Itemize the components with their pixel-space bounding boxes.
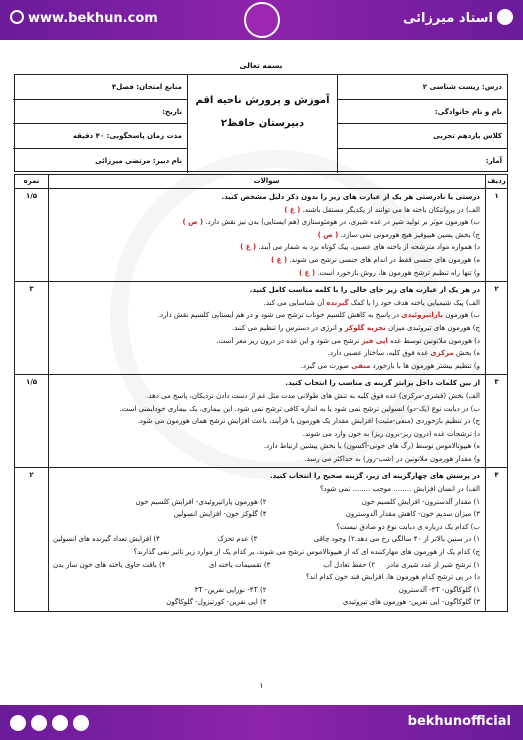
header-middle: [187, 75, 337, 173]
item-text: و انرژی در دسترس را تنظیم می کنند.: [231, 323, 343, 332]
social-icons: [10, 715, 94, 735]
answer-option[interactable]: ۴) افزایش تعداد گیرنده های انسولین: [52, 535, 160, 544]
question-body: [49, 468, 485, 611]
question-number: ۳: [485, 375, 507, 467]
answer-option[interactable]: ۱) مقدار آلدسترون- افزایش کلسیم خون: [361, 497, 480, 506]
item-text: آن شناسایی می کند.: [263, 298, 325, 307]
question-item: [53, 267, 480, 280]
question-score: ۱/۵: [15, 375, 49, 467]
item-text: الف) بخش (قشری-مرکزی) غده فوق کلیه به تنش های طولانی مدت مثل غم از دست دادن نزدیکان، پاسخ می دهد.: [146, 391, 480, 400]
telegram-icon[interactable]: [31, 715, 47, 731]
question-item: [53, 297, 480, 310]
item-text: ب) کدام یک درباره ی دیابت نوع دو صادق نیست؟: [336, 522, 480, 531]
question-number: ۲: [485, 282, 507, 374]
handwritten-answer: ( ص ): [182, 218, 204, 227]
question-score: ۳: [15, 282, 49, 374]
question-number: ۱: [485, 189, 507, 281]
globe-icon: [10, 10, 24, 24]
handwritten-answer: منفی: [351, 361, 371, 370]
page-number: ۱: [259, 681, 264, 690]
answer-options: [53, 496, 480, 509]
handwritten-answer: ( غ ): [284, 205, 301, 214]
answer-option[interactable]: ۲) حفظ تعادل آب: [323, 560, 376, 569]
answer-option[interactable]: ۳) میزان سدیم خون- کاهش مقدار آلدوسترون: [345, 510, 480, 519]
bismillah: بسمه تعالی: [239, 61, 283, 70]
question-item: [53, 453, 480, 466]
item-text: د) همواره مواد مترشحه از یاخته های عصبی، پیک کوتاه برد به شمار می آیند.: [258, 243, 480, 252]
item-text: د) هورمون ملاتونین توسط غده: [390, 336, 480, 345]
question-item: [53, 571, 480, 584]
item-text: ب) در دیابت نوع (یک-دو) انسولین ترشح نمی شود یا به اندازه کافی ترشح نمی شود. این بیماری، یک بیماری خودایمنی است.: [119, 404, 480, 413]
answer-option[interactable]: ۴) گلوکز خون- افزایش انسولین: [173, 510, 267, 519]
handwritten-answer: ( غ ): [240, 243, 257, 252]
handwritten-answer: مرکزی: [430, 349, 454, 358]
header-right: [337, 75, 507, 173]
item-text: ه) هورمون های جنسی فقط در اندام های جنسی ترشح می شوند.: [289, 255, 480, 264]
handwritten-answer: ( غ ): [298, 268, 316, 277]
question-item: [53, 360, 480, 373]
handwritten-answer: اپی فیز: [361, 336, 388, 345]
youtube-icon[interactable]: [52, 715, 68, 731]
question-item: [53, 322, 480, 335]
item-text: و) تنظیم بیشتر هورمون ها با بازخورد: [372, 361, 480, 370]
item-text: د) ترشحات غده (درون ریز-برون ریز) به خون وارد می شوند.: [302, 429, 480, 438]
item-text: در پاسخ به کاهش کلسیم خوناب ترشح می شود و در هم ایستایی کلسیم نقش دارد.: [157, 311, 399, 320]
answer-option[interactable]: ۴) بافت حاوی یاخته های خون ساز بدن: [53, 560, 166, 569]
answer-options: [53, 533, 480, 546]
question-row: [15, 189, 507, 282]
answer-option[interactable]: ۳) گلوکاگون- اپی نفرین- هورمون های تیروئیدی: [342, 598, 480, 607]
header-field: نام و نام خانوادگی:: [338, 100, 507, 125]
exam-header: [14, 61, 508, 172]
question-title: [53, 377, 480, 390]
question-score: ۱/۵: [15, 189, 49, 281]
exam-page: [0, 40, 523, 705]
item-text: د) در پی ترشح کدام هورمون ها، افزایش قند خون کدام اند؟: [305, 573, 480, 582]
item-text: ج) هورمون های تیروئیدی میزان: [388, 323, 480, 332]
question-item: [53, 229, 480, 242]
social-handle[interactable]: bekhunofficial: [407, 714, 511, 729]
question-item: [53, 216, 480, 229]
author-name: استاد میرزائی: [403, 9, 513, 26]
school-name: دبیرستان حافظ۲: [220, 118, 305, 129]
question-item: [53, 483, 480, 496]
item-text: و) مقدار هورمون ملاتونین در (شب-روز) به حداکثر می رسد.: [304, 454, 480, 463]
question-item: [53, 241, 480, 254]
question-body: [49, 189, 485, 281]
answer-option[interactable]: ۱) در سنین بالاتر از ۴۰ سالگی رخ می دهد.: [354, 535, 480, 544]
question-item: [53, 254, 480, 267]
answer-option[interactable]: ۲) ۴T- نوراپی نفرین- ۳T: [194, 585, 267, 594]
answer-option[interactable]: ۱) ترشح شیر از غدد شیری مادر: [386, 560, 480, 569]
question-row: [15, 375, 507, 468]
top-banner: [0, 0, 523, 40]
question-item: [53, 335, 480, 348]
answer-option[interactable]: ۴) اپی نفرین- کورتیزول- گلوکاگون: [166, 598, 267, 607]
question-title: [53, 470, 480, 483]
handwritten-answer: گیرنده: [326, 298, 349, 307]
answer-option[interactable]: ۲) وجود چاقی: [313, 535, 355, 544]
user-icon: [497, 9, 513, 25]
item-text: ترشح می شود و این غده در درون ریز مغز است.: [216, 336, 360, 345]
item-text: ب) هورمون موثر بر تولید شیر در غده شیری، در هومئوستازی (هم ایستایی) بدن نیز نقش دارد.: [205, 218, 480, 227]
question-item: [53, 440, 480, 453]
header-field: مدت زمان پاسخگویی: ۴۰ دقیقه: [13, 124, 187, 149]
question-body: [49, 375, 485, 467]
header-field: نام دبیر: مرتضی میرزائی: [95, 156, 182, 165]
item-text: در پرسش های چهارگزینه ای زیر، گزینه صحیح را انتخاب کنید.: [270, 472, 480, 481]
answer-options: [53, 584, 480, 597]
item-text: ج) در تنظیم بازخوردی (منفی-مثبت) افزایش مقدار یک هورمون یا فرآیند، باعث افزایش ترشح همان هورمون می شود.: [137, 417, 480, 426]
item-text: درستی یا نادرستی هر یک از عبارت های زیر را بدون ذکر دلیل مشخص کنید.: [221, 193, 480, 201]
logo-icon: [244, 2, 280, 38]
item-text: ه) هیپوتالاموس توسط (رگ های خونی-آکسون) با بخش پیشین ارتباط دارد.: [263, 442, 480, 451]
item-text: در هر یک از عبارت های زیر جای خالی را با کلمه مناسب کامل کنید.: [249, 286, 480, 295]
question-title: [53, 284, 480, 297]
question-item: [53, 415, 480, 428]
question-title: [53, 191, 480, 204]
handwritten-answer: پاراتیروئیدی: [401, 311, 444, 320]
header-field: کلاس یازدهم تجربی: [338, 124, 507, 149]
answer-option[interactable]: ۲) هورمون پاراتیروئیدی- افزایش کلسیم خون: [135, 497, 267, 506]
item-text: الف) در پروانتکان یاخته ها می توانند از یکدیگر مستقل باشند.: [302, 205, 480, 214]
question-row: [15, 282, 507, 375]
question-item: [53, 347, 480, 360]
col-num-header: ردیف: [485, 175, 507, 188]
question-score: ۲: [15, 468, 49, 611]
question-number: ۴: [485, 468, 507, 611]
item-text: الف) در انسان افزایش ........ موجب ........ نمی شود؟: [319, 485, 480, 494]
handwritten-answer: تجزیه گلوکز: [344, 323, 386, 332]
question-item: [53, 546, 480, 559]
site-url[interactable]: www.bekhun.com: [10, 10, 158, 26]
item-text: غده فوق کلیه، ساختار عصبی دارد.: [327, 349, 428, 358]
questions-table: [14, 174, 508, 612]
item-text: الف) پیک شیمیایی یاخته هدف خود را با کمک: [350, 298, 480, 307]
table-header-row: [15, 175, 507, 189]
question-item: [53, 403, 480, 416]
header-field: آمار:: [485, 156, 502, 165]
handwritten-answer: ( غ ): [271, 255, 288, 264]
question-item: [53, 521, 480, 534]
question-row: [15, 468, 507, 611]
col-score-header: نمره: [15, 175, 49, 188]
question-item: [53, 428, 480, 441]
answer-option[interactable]: ۳) تقسیمات یاخته ای: [208, 560, 271, 569]
answer-options: [53, 596, 480, 609]
item-text: از بین کلمات داخل پرانتز گزینه ی مناسب را انتخاب کنید.: [285, 379, 480, 388]
question-item: [53, 309, 480, 322]
answer-option[interactable]: ۱) گلوکاگون- ۳T- آلدسترون: [398, 585, 480, 594]
item-text: ج) بخش پسین هیپوفیز هیچ هورمونی نمی سازد.: [340, 230, 480, 239]
header-field: منابع امتحان: فصل۴: [13, 75, 187, 100]
item-text: صورت می گیرد.: [300, 361, 349, 370]
col-questions-header: سوالات: [253, 177, 280, 185]
answer-options: [53, 559, 480, 572]
item-text: ب) هورمون: [445, 311, 480, 320]
aparat-icon[interactable]: [73, 715, 89, 731]
item-text: ه) بخش: [455, 349, 480, 358]
answer-option[interactable]: ۳) عدم تحرک: [217, 535, 258, 544]
question-item: [53, 204, 480, 217]
answer-options: [53, 508, 480, 521]
question-item: [53, 390, 480, 403]
header-field: درس: زیست شناسی ۲: [338, 75, 507, 100]
handwritten-answer: ( ص ): [317, 230, 339, 239]
school-district: آموزش و پرورش ناحیه اقم: [195, 95, 330, 106]
item-text: و) تنها راه تنظیم ترشح هورمون ها، روش بازخورد است.: [317, 268, 480, 277]
bottom-banner: [0, 705, 523, 740]
item-text: ج) کدام یک از هورمون های مهارکننده ای که از هیپوتالاموس ترشح می شوند، بر کدام یک از موارد زیر تاثیر نمی گذارند؟: [133, 548, 480, 557]
header-field: تاریخ:: [13, 100, 187, 125]
header-left: [13, 75, 187, 173]
instagram-icon[interactable]: [10, 715, 26, 731]
question-body: [49, 282, 485, 374]
